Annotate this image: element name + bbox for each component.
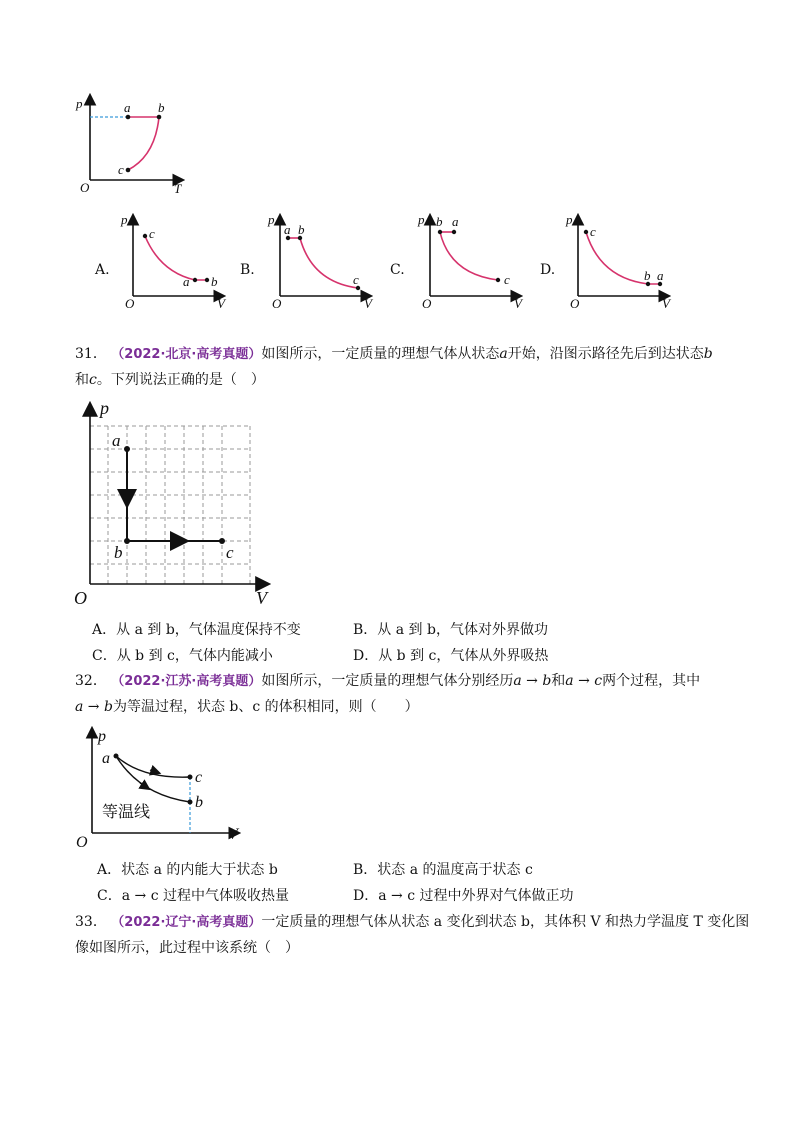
axis-label-p: p xyxy=(268,212,275,227)
origin-label: O xyxy=(272,296,282,310)
origin-label: O xyxy=(80,180,90,195)
label-c: c xyxy=(195,769,203,786)
label-a: a xyxy=(102,750,110,767)
option-text: 从 a 到 b，气体温度保持不变 xyxy=(116,622,301,638)
q30-pt-graph xyxy=(70,90,200,195)
var-c: c xyxy=(89,372,97,388)
axis-label-p: p xyxy=(98,728,106,745)
axis-label-V: V xyxy=(256,588,267,608)
isotherm-label: 等温线 xyxy=(102,802,151,821)
stem-text: 一定质量的理想气体从状态 a 变化到状态 b，其体积 V 和热力学温度 T 变化图 xyxy=(261,914,750,930)
option-text: 从 b 到 c，气体内能减小 xyxy=(116,648,273,664)
q32-option-C[interactable] xyxy=(97,885,289,905)
q33-stem-line2 xyxy=(75,938,299,958)
option-letter: B． xyxy=(353,622,378,638)
option-letter: B． xyxy=(353,862,378,878)
q32-option-D[interactable] xyxy=(353,885,574,905)
point-c xyxy=(188,775,193,780)
curve-cb xyxy=(128,117,159,170)
label-a: a xyxy=(124,100,131,115)
axis-label-p: p xyxy=(566,212,573,227)
question-source: （2022·辽宁·高考真题） xyxy=(111,915,262,930)
label-c: c xyxy=(226,543,234,562)
q32-option-A[interactable] xyxy=(97,859,278,879)
axis-label-p: p xyxy=(100,398,109,418)
origin-label: O xyxy=(125,296,135,310)
stem-text: 。下列说法正确的是（ ） xyxy=(96,372,265,388)
q31-option-B[interactable] xyxy=(353,619,548,639)
isotherm-ab xyxy=(116,756,190,802)
stem-text: 两个过程，其中 xyxy=(602,673,701,689)
stem-text: 和 xyxy=(551,673,566,689)
label-c: c xyxy=(118,162,124,177)
label-c: c xyxy=(149,226,155,241)
axis-label-V: V xyxy=(514,296,522,310)
option-letter: A． xyxy=(92,622,117,638)
point-a xyxy=(124,446,130,452)
option-letter: A． xyxy=(97,862,122,878)
arrow-ab xyxy=(140,783,146,787)
q31-pv-graph xyxy=(70,396,280,610)
axis-label-V: V xyxy=(662,296,670,310)
point-c xyxy=(126,168,131,173)
axis-label-p: p xyxy=(418,212,425,227)
q32-pv-graph xyxy=(72,723,252,853)
stem-text: 为等温过程，状态 b、c 的体积相同，则（ ） xyxy=(112,699,419,715)
stem-text: 像如图所示，此过程中该系统（ ） xyxy=(75,940,299,956)
q32-option-B[interactable] xyxy=(353,859,533,879)
axis-label-p: p xyxy=(121,212,128,227)
var-a: a xyxy=(499,346,508,362)
question-number: 31． xyxy=(75,346,107,362)
label-a: a xyxy=(183,274,190,289)
q30-option-A-graph[interactable] xyxy=(115,210,235,310)
q30-option-C-graph[interactable] xyxy=(412,210,532,310)
process-ab: a → b xyxy=(513,673,552,689)
label-b: b xyxy=(195,794,203,811)
option-letter: C． xyxy=(97,888,122,904)
point-b xyxy=(157,115,162,120)
origin-label: O xyxy=(74,588,87,608)
point-b xyxy=(124,538,130,544)
option-letter: C． xyxy=(92,648,117,664)
label-a: a xyxy=(452,214,459,229)
q30-option-A-letter[interactable]: A. xyxy=(95,262,110,278)
stem-text: 如图所示，一定质量的理想气体从状态 xyxy=(261,346,500,362)
option-text: 从 a 到 b，气体对外界做功 xyxy=(377,622,548,638)
label-b: b xyxy=(436,214,443,229)
q31-option-C[interactable] xyxy=(92,645,273,665)
stem-text: 和 xyxy=(75,372,89,388)
q31-stem-line2 xyxy=(75,370,265,390)
q33-stem-line1 xyxy=(75,912,749,933)
origin-label: O xyxy=(422,296,432,310)
axis-label-p: p xyxy=(76,96,83,111)
question-number: 32． xyxy=(75,673,107,689)
label-c: c xyxy=(590,224,596,239)
point-a xyxy=(114,754,119,759)
q31-option-A[interactable] xyxy=(92,619,301,639)
axis-label-V: V xyxy=(228,826,238,843)
axis-label-V: V xyxy=(217,296,225,310)
stem-text: 开始，沿图示路径先后到达状态 xyxy=(507,346,704,362)
process-ac: a → c xyxy=(565,673,603,689)
label-c: c xyxy=(353,272,359,287)
label-b: b xyxy=(158,100,165,115)
axis-label-V: V xyxy=(364,296,372,310)
q30-option-B-graph[interactable] xyxy=(262,210,382,310)
point-b xyxy=(188,800,193,805)
label-b: b xyxy=(298,222,305,237)
question-source: （2022·江苏·高考真题） xyxy=(111,674,262,689)
q32-stem-line2 xyxy=(75,697,419,717)
origin-label: O xyxy=(570,296,580,310)
option-letter: D． xyxy=(353,648,379,664)
label-b: b xyxy=(644,268,651,283)
q30-option-C-letter[interactable]: C. xyxy=(390,262,405,278)
option-letter: D． xyxy=(353,888,379,904)
label-b: b xyxy=(211,274,218,289)
q30-option-B-letter[interactable]: B. xyxy=(240,262,255,278)
label-a: a xyxy=(112,431,121,450)
label-a: a xyxy=(657,268,664,283)
option-text: 状态 a 的温度高于状态 c xyxy=(377,862,533,878)
q32-stem-line1 xyxy=(75,671,700,692)
option-text: 从 b 到 c，气体从外界吸热 xyxy=(378,648,549,664)
point-c xyxy=(219,538,225,544)
arrow-ac xyxy=(150,770,156,772)
label-a: a xyxy=(284,222,291,237)
origin-label: O xyxy=(76,834,88,851)
q30-option-D-graph[interactable] xyxy=(560,210,680,310)
var-b: b xyxy=(703,346,713,362)
process-ab: a → b xyxy=(75,699,113,715)
point-a xyxy=(126,115,131,120)
curve-ac xyxy=(116,756,190,777)
option-text: a → c 过程中外界对气体做正功 xyxy=(378,888,574,904)
axis-label-T: T xyxy=(174,181,182,195)
q31-stem-line1 xyxy=(75,344,713,365)
stem-text: 如图所示，一定质量的理想气体分别经历 xyxy=(261,673,514,689)
q31-option-D[interactable] xyxy=(353,645,548,665)
option-text: a → c 过程中气体吸收热量 xyxy=(121,888,289,904)
q30-option-D-letter[interactable]: D. xyxy=(540,262,556,278)
label-c: c xyxy=(504,272,510,287)
label-b: b xyxy=(114,543,123,562)
question-source: （2022·北京·高考真题） xyxy=(111,347,262,362)
option-text: 状态 a 的内能大于状态 b xyxy=(121,862,278,878)
question-number: 33． xyxy=(75,914,107,930)
